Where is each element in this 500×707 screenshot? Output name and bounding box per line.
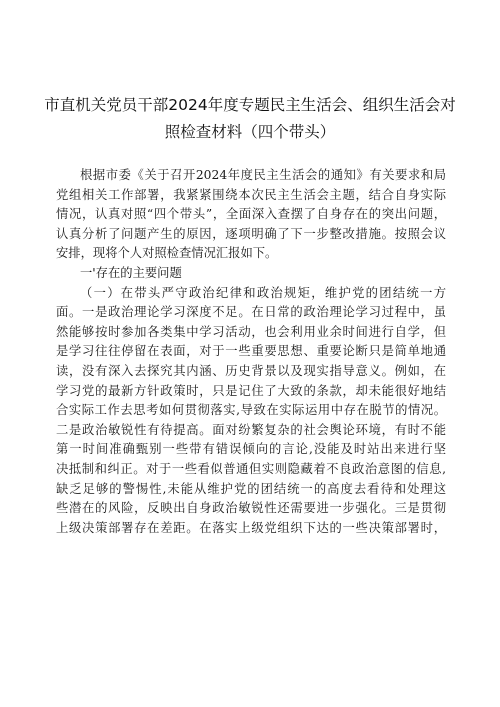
intro-line: 认真分析了问题产生的原因，逐项明确了下一步整改措施。按照会议 bbox=[56, 226, 446, 241]
document-body bbox=[56, 166, 446, 538]
section-line: 决抵制和纠正。对于一些看似普通但实则隐藏着不良政治意图的信息, bbox=[56, 461, 446, 476]
intro-line: 安排，现将个人对照检查情况汇报如下。 bbox=[56, 246, 278, 261]
document-title bbox=[30, 92, 470, 146]
section-line: 然能够按时参加各类集中学习活动，也会利用业余时间进行自学，但 bbox=[56, 324, 446, 339]
section-line: 二是政治敏锐性有待提高。面对纷繁复杂的社会舆论环境，有时不能 bbox=[56, 422, 446, 437]
title-line: 照检查材料（四个带头） bbox=[164, 123, 336, 141]
intro-line: 党组相关工作部署，我紧紧围绕本次民主生活会主题，结合自身实际 bbox=[56, 187, 446, 202]
section-line: 上级决策部署存在差距。在落实上级党组织下达的一些决策部署时， bbox=[56, 520, 446, 535]
section-line: 合实际工作去思考如何贯彻落实,导致在实际运用中存在脱节的情况。 bbox=[56, 403, 446, 418]
section-line: 第一时间准确甄别一些带有错误倾向的言论,没能及时站出来进行坚 bbox=[56, 442, 446, 457]
section-line: 读，没有深入去探究其内涵、历史背景以及现实指导意义。例如，在 bbox=[56, 363, 446, 378]
section-line: 是学习往往停留在表面，对于一些重要思想、重要论断只是简单地通 bbox=[56, 344, 446, 359]
section-line: 缺乏足够的警惕性,未能从维护党的团结统一的高度去看待和处理这 bbox=[56, 481, 446, 496]
section-line: 面。一是政治理论学习深度不足。在日常的政治理论学习过程中，虽 bbox=[56, 305, 446, 320]
intro-line: 根据市委《关于召开2024年度民主生活会的通知》有关要求和局 bbox=[80, 168, 446, 182]
section-line: 些潜在的风险，反映出自身政治敏锐性还需要进一步强化。三是贯彻 bbox=[56, 501, 446, 516]
section-line: （一）在带头严守政治纪律和政治规矩，维护党的团结统一方 bbox=[80, 285, 446, 300]
section-heading: 一'存在的主要问题 bbox=[80, 265, 182, 280]
intro-line: 情况，认真对照“四个带头”，全面深入查摆了自身存在的突出问题， bbox=[56, 207, 446, 222]
title-line: 市直机关党员干部2024年度专题民主生活会、组织生活会对 bbox=[44, 96, 456, 114]
section-line: 学习党的最新方针政策时，只是记住了大致的条款，却未能很好地结 bbox=[56, 383, 446, 398]
